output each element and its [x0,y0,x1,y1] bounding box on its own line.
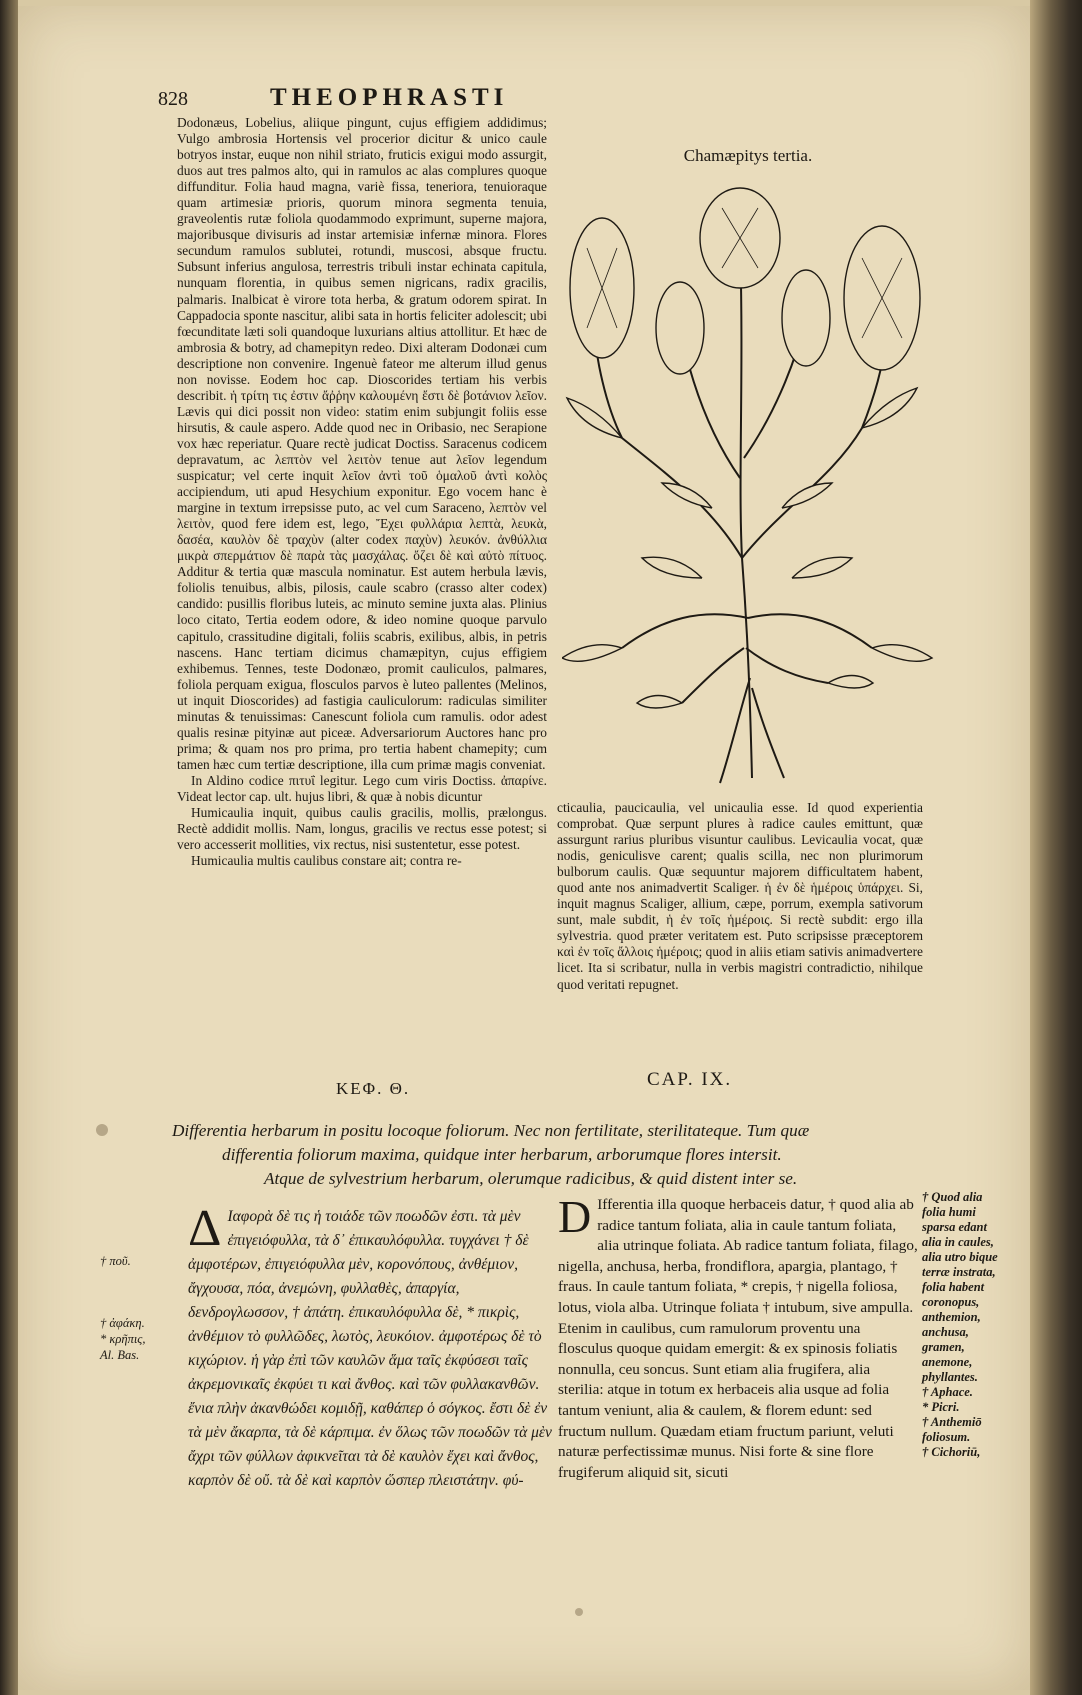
greek-text-body: Ιαφορὰ δὲ τις ἡ τοιάδε τῶν ποωδῶν ἐστι. τὰ μὲν ἐπιγειόφυλλα, τὰ δ᾽ ἐπικαυλόφυλλα. τυγχάνει † δὲ ἀμφοτέρων, ἐπιγειόφυλλα μὲν, κορονόπους, ἀνθέμιον, ἄγχουσα, πόα, ἀνεμώνη, φυλλαθὲς, ἀπαργία, δενδρογλωσσον, † ἀπάτη. ἐπικαυλόφυλλα δὲ, * πικρὶς, ἀνθέμιον τὸ φυλλῶδες, λωτὸς, λευκόιον. ἀμφοτέρως δὲ τὸ κιχώριον. ἡ γὰρ ἐπὶ τῶν καυλῶν ἅμα ταῖς ἐκφύσεσι ταῖς ἀκρεμονικαῖς ἐκφύει τι καὶ ἄνθος. καὶ τῶν φυλλακανθῶν. ἔνια πλὴν ἀκανθώδει κομιδῇ, καθάπερ ὁ σόγκος. ἔστι δὲ ἐν τὰ μὲν ἄκαρπα, τὰ δὲ κάρπιμα. ἐν ὅλως τῶν ποωδῶν τὰ μὲν ἄχρι τῶν φύλλων ἀφικνεῖται τὰ δὲ καυλὸν ἔχει καὶ ἄνθος, καρπὸν δὲ οὔ. τὰ δὲ καὶ καρπὸν ὥσπερ πλειστάτην. φύ- [188,1208,552,1489]
margin-note: † ποῦ. [100,1254,131,1268]
left-commentary-column [177,115,547,869]
running-title: THEOPHRASTI [270,84,509,111]
left-marginalia [100,1253,170,1363]
margin-note: † Cichoriū, [922,1445,981,1459]
latin-text-body: Ifferentia illa quoque herbaceis datur, † quod alia ab radice tantum foliata, alia in caule tantum foliata, alia utrinque foliata. Ab radice tantum foliata, filago, nigella, anchusa, herba, frondiflora, apargia, plantago, † fraus. In caule tantum foliata, * crepis, † nigella foliosa, lotus, viola alba. Utrinque foliata † intubum, sive ampulla. Etenim in caulibus, cum ramulorum proventu una flosculus quoque quidam emergit: & ex spinosis foliatis nonnulla, ceu soncus. Sunt etiam alia frugifera, alia sterilia: atque in totum ex herbaceis alia usque ad folia tantum veniunt, alia & caulem, & florem edunt: sed fructum nullum. Quædam etiam fructum pariunt, veluti naturæ perfectissimæ munus. Nisi forte & sine flore frugiferum aliquid sit, sicuti [558,1196,918,1481]
chamaepitys-woodcut-illustration [562,178,934,788]
margin-note: † Aphace. [922,1385,973,1399]
running-head [158,84,698,114]
margin-note: † ἀφάκη. [100,1316,145,1330]
commentary-paragraph: In Aldino codice πιτυΐ legitur. Lego cum viris Doctiss. ἀπαρίνε. Videat lector cap. ult. hujus libri, & quæ à nobis dicuntur [177,772,547,804]
summary-line: differentia foliorum maxima, quidque inter herbarum, arborumque flores intersit. [222,1145,782,1164]
page-number: 828 [158,88,188,110]
greek-text-block [188,1200,552,1493]
margin-note: † Quod alia folia humi sparsa edant alia in caules, alia utro bique terræ instrata, folia habent coronopus, anthemion, anchusa, gramen, anemone, phyllantes. [922,1190,998,1384]
margin-note: Al. Bas. [100,1348,140,1362]
latin-chapter-heading: CAP. IX. [647,1069,733,1090]
commentary-paragraph: Humicaulia multis caulibus constare ait; contra re- [191,853,462,869]
margin-note: † Anthemiō foliosum. [922,1415,982,1444]
right-commentary-column [557,800,923,993]
commentary-paragraph: cticaulia, paucicaulia, vel unicaulia esse. Id quod experientia comprobat. Quæ serpunt plures à radice caules emittunt, quæ assurgunt rarius pluribus visuntur caulibus. Levicaulia vocat, quæ nodis, geniculisve carent; qualis scilla, nec non plurimorum bulborum caulis. Quæ sequuntur majorem difficultatem habent, quod ante nos animadvertit Scaliger. ἡ ἐν δὲ ἡμέροις ὑπάρχει. Si, inquit magnus Scaliger, allium, cæpe, porrum, exempla sativorum sunt, male subdit, ἡ ἐν τοῖς ἡμέροις. Si rectè subdit: ergo illa sylvestria. quod præter veritatem est. Puto scripsisse præceptorem καὶ ἐν τοῖς ἄλλοις ἡμέροις; quod in aliis etiam sativis animadvertere licet. Ita si scribatur, nulla in verbis magistri contradictio, nihilque quod veritati repugnet. [557,800,923,992]
chapter-summary [172,1119,932,1191]
commentary-paragraph: Dodonæus, Lobelius, aliique pingunt, cujus effigiem addidimus; Vulgo ambrosia Hortensis vel procerior dicitur & unico caule botryos instar, euque non nihil striato, fruticis exigui modo assurgit, duos aut tres palmos alto, qui in ramulos ac alas complures quoque diffunditur. Folia haud magna, variè fissa, teneriora, tenuioraque quam artimesiæ prioris, quorum minora segmenta tenuia, graveolentis rutæ foliola quodammodo exprimunt, superne majora, majoribusque divisuris ad instar artemisiæ infernæ minora. Flores secundum ramulos sublutei, rotundi, muscosi, absque fructu. Subsunt inferius angulosa, terrestris tribuli instar echinata capitula, nunquam florentia, in quibus semen nigricans, radix gracilis, palmaris. Inalbicat è virore tota herba, & gratum odorem spirat. In Cappadocia sponte nascitur, alibi sata in hortis feliciter adolescit; ubi fœcunditate læti soli quandoque luxurians altius attollitur. Et hæc de ambrosia & botry, ad chamepityn redeo. Dixi alteram Dodonæi cum descriptione non convenire. Ingenuè fateor me alterum illud genus non novisse. Eodem hoc cap. Dioscorides tertiam his verbis describit. ἡ τρίτη τις ἐστιν ἄῤῥην καλουμένη ἔστι δὲ βοτάνιον λεῖον. Lævis qui dici possit non video: statim enim subjungit foliis esse hirsutis, & caule aspero. Adde quod nec in Oribasio, nec Serapione vox hæc reperiatur. Quare rectè judicat Doctiss. Saracenus codicem depravatum, ac λεπτὸν vel λειτὸν tenue aut λεῖον legendum suspicatur; vel certe inquit λεῖον ἀντὶ τοῦ ὁμαλοῦ ἀντὶ κολὸς accipiendum, uti apud Hesychium exponitur. Ego vocem hanc è margine in textum irrepsisse puto, ac vel cum Saraceno, λεπτὸν vel λειτὸν, quod fere idem est, lego, Ἔχει φυλλάρια λεπτὰ, λευκὰ, δασέα, καυλὸν δὲ τραχὺν (alter codex παχὺν) λευκόν. ἀνθύλλια μικρὰ σπερμάτιον δὲ παρὰ τὰς μασχάλας. ὄζει δὲ καὶ αὐτὸ πίτυος. Additur & tertia quæ mascula nominatur. Est autem herbula lævis, foliolis tenuibus, albis, pilosis, caule scabro (crasso alter codex) candido: pusillis floribus luteis, ac minuto semine juxta alas. Plinius loco citato, Tertia eodem odore, & ideo nomine quoque parvulo capitulo, crassitudine digitali, foliis scabris, exilibus, albis, in petris nascens. Hanc tertiam dicimus chamæpityn, cujus effigiem exhibemus. Tennes, teste Dodonæo, promit cauliculos, palmares, foliola perquam exigua, flosculos parvos è luteo pallentes (Melinos, ut inquit Dioscorides) ad fastigia cauliculorum: radiculas similiter minutas & tenuissimas: Canescunt foliola cum ramulis. odor adest qualis resinæ pityinæ aut piceæ. Adversariorum Auctores hanc pro prima; & quam nos pro prima, pro tertia habent chamepity; cum tamen hæc cum tertiæ descriptione, illa cum primæ magis conveniat. [177,115,547,772]
greek-initial-letter: Δ [188,1200,222,1257]
book-left-edge [0,0,18,1695]
ink-stain [575,1608,583,1616]
latin-initial-letter: D [558,1191,592,1242]
right-marginalia [922,1190,1000,1460]
plate-caption: Chamæpitys tertia. [683,146,813,165]
summary-line: Differentia herbarum in positu locoque foliorum. Nec non fertilitate, sterilitateque. Tum quæ [172,1121,810,1140]
margin-note: * κρῆπις, [100,1332,146,1346]
greek-chapter-heading: ΚΕΦ. Θ. [336,1079,411,1098]
botanical-plate [562,138,934,788]
margin-note: * Picri. [922,1400,960,1414]
latin-text-block [558,1191,918,1483]
ink-stain [96,1124,108,1136]
summary-line: Atque de sylvestrium herbarum, olerumque radicibus, & quid distent inter se. [264,1169,798,1188]
commentary-paragraph: Humicaulia inquit, quibus caulis gracilis, mollis, prælongus. Rectè addidit mollis. Nam, longus, gracilis ve rectus esse potest; si vero accesserit mollities, vix rectus, nisi sustentetur, esse potest. [177,805,547,853]
book-gutter [1030,0,1082,1695]
